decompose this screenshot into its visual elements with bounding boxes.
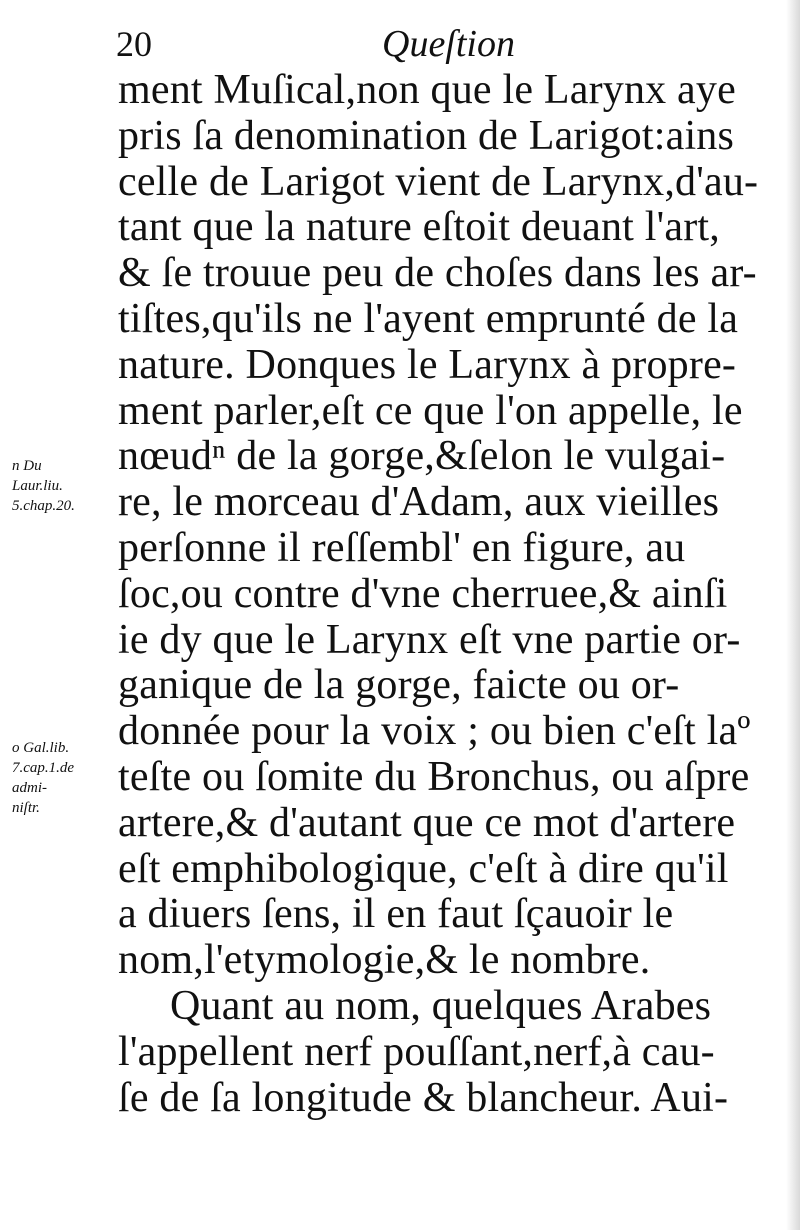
margin-note-n bbox=[12, 456, 122, 516]
text-line: ſe de ſa longitude & blancheur. Aui- bbox=[118, 1074, 729, 1121]
text-line: perſonne il reſſembl' en figure, au bbox=[118, 524, 686, 571]
running-head: Queſtion bbox=[382, 23, 515, 65]
text-line: artere,& d'autant que ce mot d'artere bbox=[118, 799, 736, 846]
text-line: tant que la nature eſtoit deuant l'art, bbox=[118, 204, 720, 251]
margin-note-o bbox=[12, 738, 122, 818]
text-line: ſoc,ou contre d'vne cherruee,& ainſi bbox=[118, 570, 728, 617]
text-line-paragraph-start: Quant au nom, quelques Arabes bbox=[170, 982, 712, 1029]
margin-note-line: 7.cap.1.de bbox=[12, 760, 75, 776]
text-line: a diuers ſens, il en faut ſçauoir le bbox=[118, 891, 674, 938]
page-edge-shadow bbox=[786, 0, 800, 1230]
page-header bbox=[110, 14, 710, 74]
margin-note-line: Laur.liu. bbox=[12, 478, 63, 494]
text-line: teſte ou ſomite du Bronchus, ou aſpre bbox=[118, 753, 750, 800]
margin-note-line: niſtr. bbox=[12, 800, 40, 816]
text-line: celle de Larigot vient de Larynx,d'au- bbox=[118, 158, 759, 205]
margin-note-line: 5.chap.20. bbox=[12, 498, 75, 514]
text-line: eſt emphibologique, c'eſt à dire qu'il bbox=[118, 845, 729, 892]
margin-note-line: admi- bbox=[12, 780, 47, 796]
text-line: pris ſa denomination de Larigot:ains bbox=[118, 112, 735, 159]
text-line: nature. Donques le Larynx à propre- bbox=[118, 341, 737, 388]
text-line: ganique de la gorge, faicte ou or- bbox=[118, 662, 680, 709]
body-text bbox=[118, 68, 768, 1121]
text-line: nœudⁿ de la gorge,&ſelon le vulgai- bbox=[118, 433, 726, 480]
page-number: 20 bbox=[116, 24, 152, 64]
text-line: tiſtes,qu'ils ne l'ayent emprunté de la bbox=[118, 295, 739, 342]
text-line: nom,l'etymologie,& le nombre. bbox=[118, 937, 651, 984]
text-line: ment Muſical,non que le Larynx aye bbox=[118, 67, 736, 113]
text-line: l'appellent nerf pouſſant,nerf,à cau- bbox=[118, 1028, 715, 1075]
text-line: donnée pour la voix ; ou bien c'eſt laº bbox=[118, 708, 751, 755]
text-line: ment parler,eſt ce que l'on appelle, le bbox=[118, 387, 743, 434]
text-line: re, le morceau d'Adam, aux vieilles bbox=[118, 479, 720, 526]
text-line: & ſe trouue peu de choſes dans les ar- bbox=[118, 250, 757, 297]
margin-note-line: o Gal.lib. bbox=[12, 740, 70, 756]
text-line: ie dy que le Larynx eſt vne partie or- bbox=[118, 616, 741, 663]
margin-note-line: n Du bbox=[12, 458, 42, 474]
